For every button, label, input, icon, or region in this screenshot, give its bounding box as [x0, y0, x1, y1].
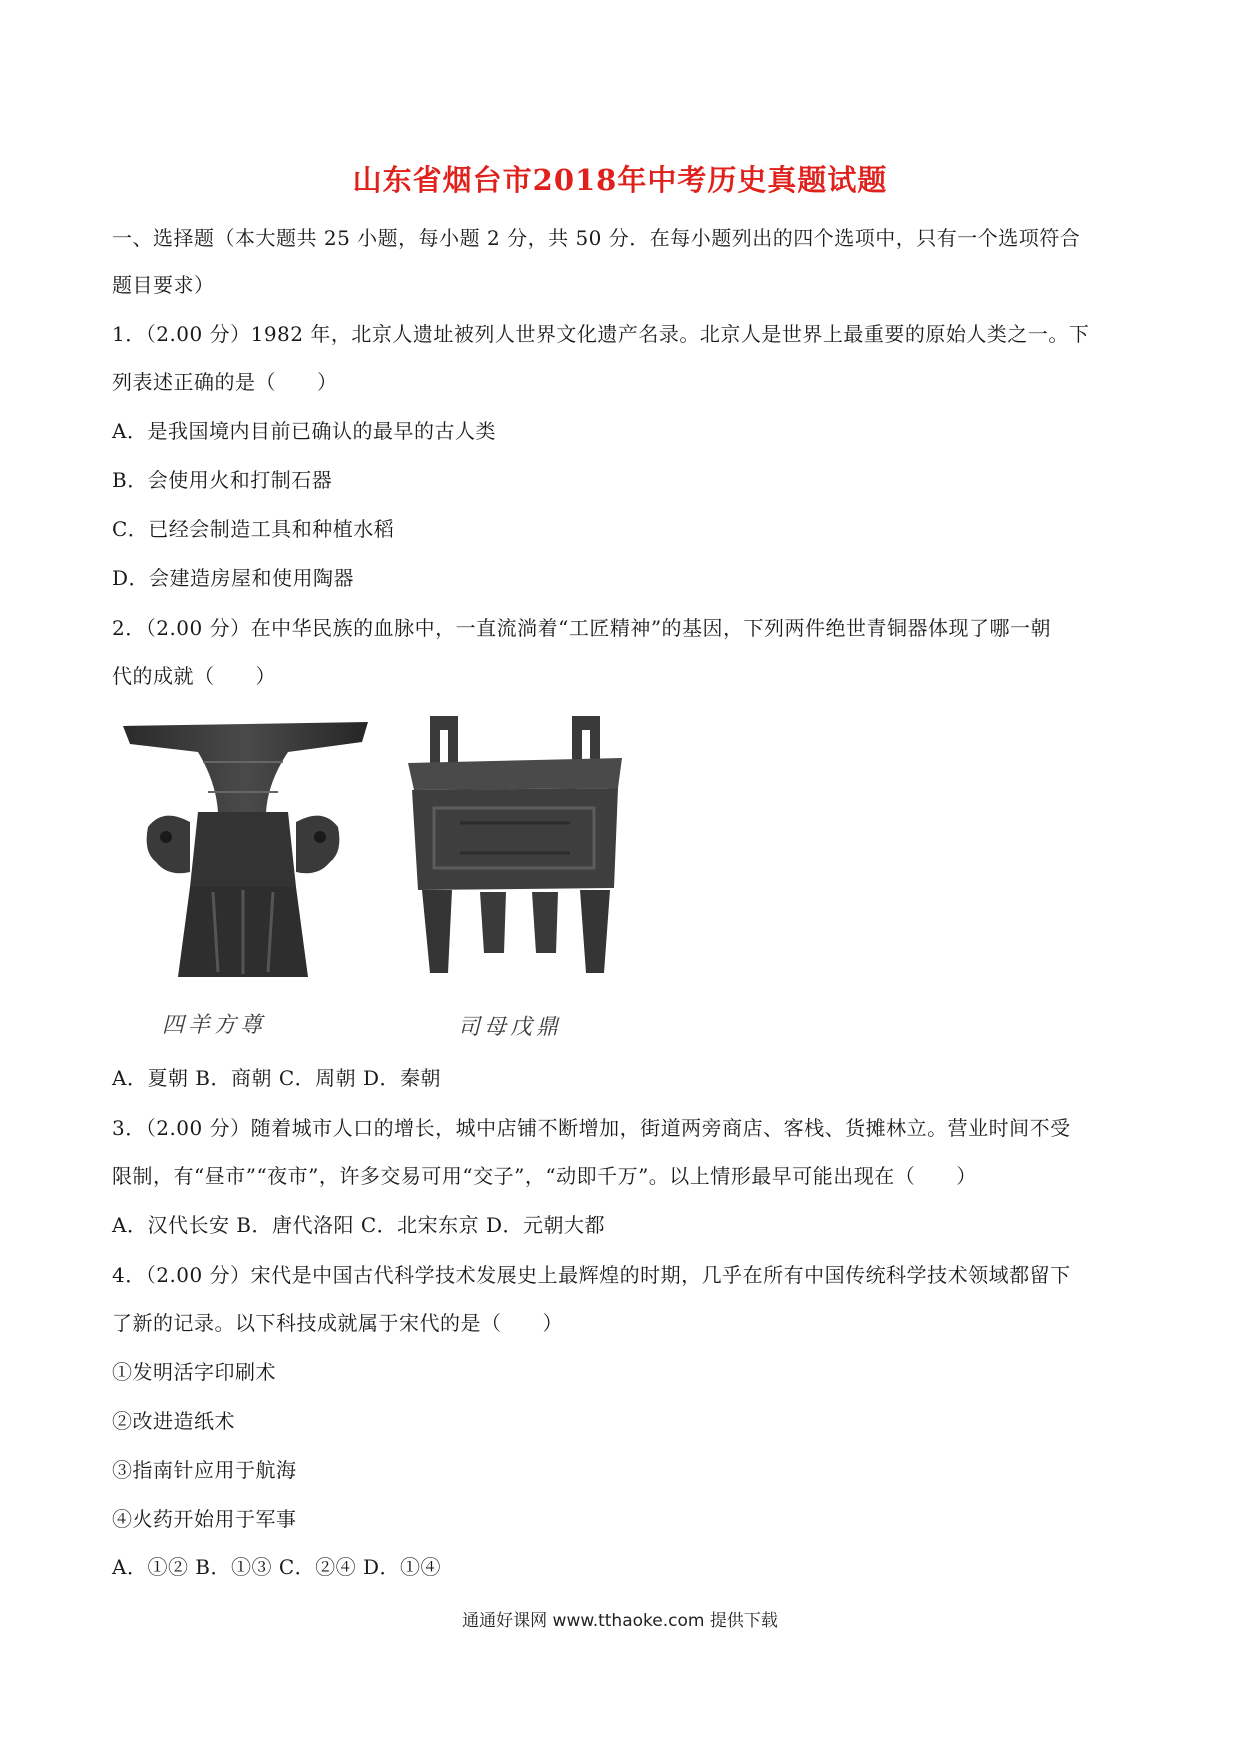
- q1-option-d: D．会建造房屋和使用陶器: [112, 566, 355, 590]
- q4-stem-line2: 了新的记录。以下科技成就属于宋代的是（ ）: [112, 1311, 563, 1335]
- q1-stem-line1: 1．（2.00 分）1982 年，北京人遗址被列人世界文化遗产名录。北京人是世界上最重要的原始人类之一。下: [112, 322, 1090, 346]
- caption-four-ram-zun: 四羊方尊: [162, 1013, 267, 1038]
- simuwu-ding-image: [400, 708, 630, 980]
- caption-simuwu-ding: 司母戊鼎: [458, 1015, 563, 1040]
- q4-item-1: ①发明活字印刷术: [112, 1360, 276, 1384]
- q4-stem-line1: 4．（2.00 分）宋代是中国古代科学技术发展史上最辉煌的时期，几乎在所有中国传统科学技术领域都留下: [112, 1263, 1071, 1287]
- section-heading-line2: 题目要求）: [112, 273, 215, 297]
- q1-option-a: A．是我国境内目前已确认的最早的古人类: [112, 419, 496, 443]
- q4-options: A．①② B．①③ C．②④ D．①④: [112, 1555, 442, 1579]
- q3-stem-line2: 限制，有“昼市”“夜市”，许多交易可用“交子”，“动即千万”。以上情形最早可能出现在（ ）: [112, 1164, 977, 1188]
- q4-item-3: ③指南针应用于航海: [112, 1458, 297, 1482]
- q4-item-2: ②改进造纸术: [112, 1409, 235, 1433]
- section-heading-line1: 一、选择题（本大题共 25 小题，每小题 2 分，共 50 分．在每小题列出的四个选项中，只有一个选项符合: [112, 226, 1081, 250]
- four-ram-zun-image: [118, 712, 374, 982]
- q1-stem-line2: 列表述正确的是（ ）: [112, 370, 338, 394]
- q4-item-4: ④火药开始用于军事: [112, 1507, 297, 1531]
- page-footer: 通通好课网 www.tthaoke.com 提供下载: [462, 1611, 778, 1631]
- q2-options: A．夏朝 B．商朝 C．周朝 D．秦朝: [112, 1066, 442, 1090]
- q2-stem-line1: 2．（2.00 分）在中华民族的血脉中，一直流淌着“工匠精神”的基因，下列两件绝世青铜器体现了哪一朝: [112, 616, 1052, 640]
- q2-stem-line2: 代的成就（ ）: [112, 664, 276, 688]
- q3-stem-line1: 3．（2.00 分）随着城市人口的增长，城中店铺不断增加，街道两旁商店、客栈、货摊林立。营业时间不受: [112, 1116, 1071, 1140]
- q1-option-c: C．已经会制造工具和种植水稻: [112, 517, 395, 541]
- q3-options: A．汉代长安 B．唐代洛阳 C．北宋东京 D．元朝大都: [112, 1213, 606, 1237]
- q1-option-b: B．会使用火和打制石器: [112, 468, 333, 492]
- page-title: 山东省烟台市2018年中考历史真题试题: [352, 163, 888, 197]
